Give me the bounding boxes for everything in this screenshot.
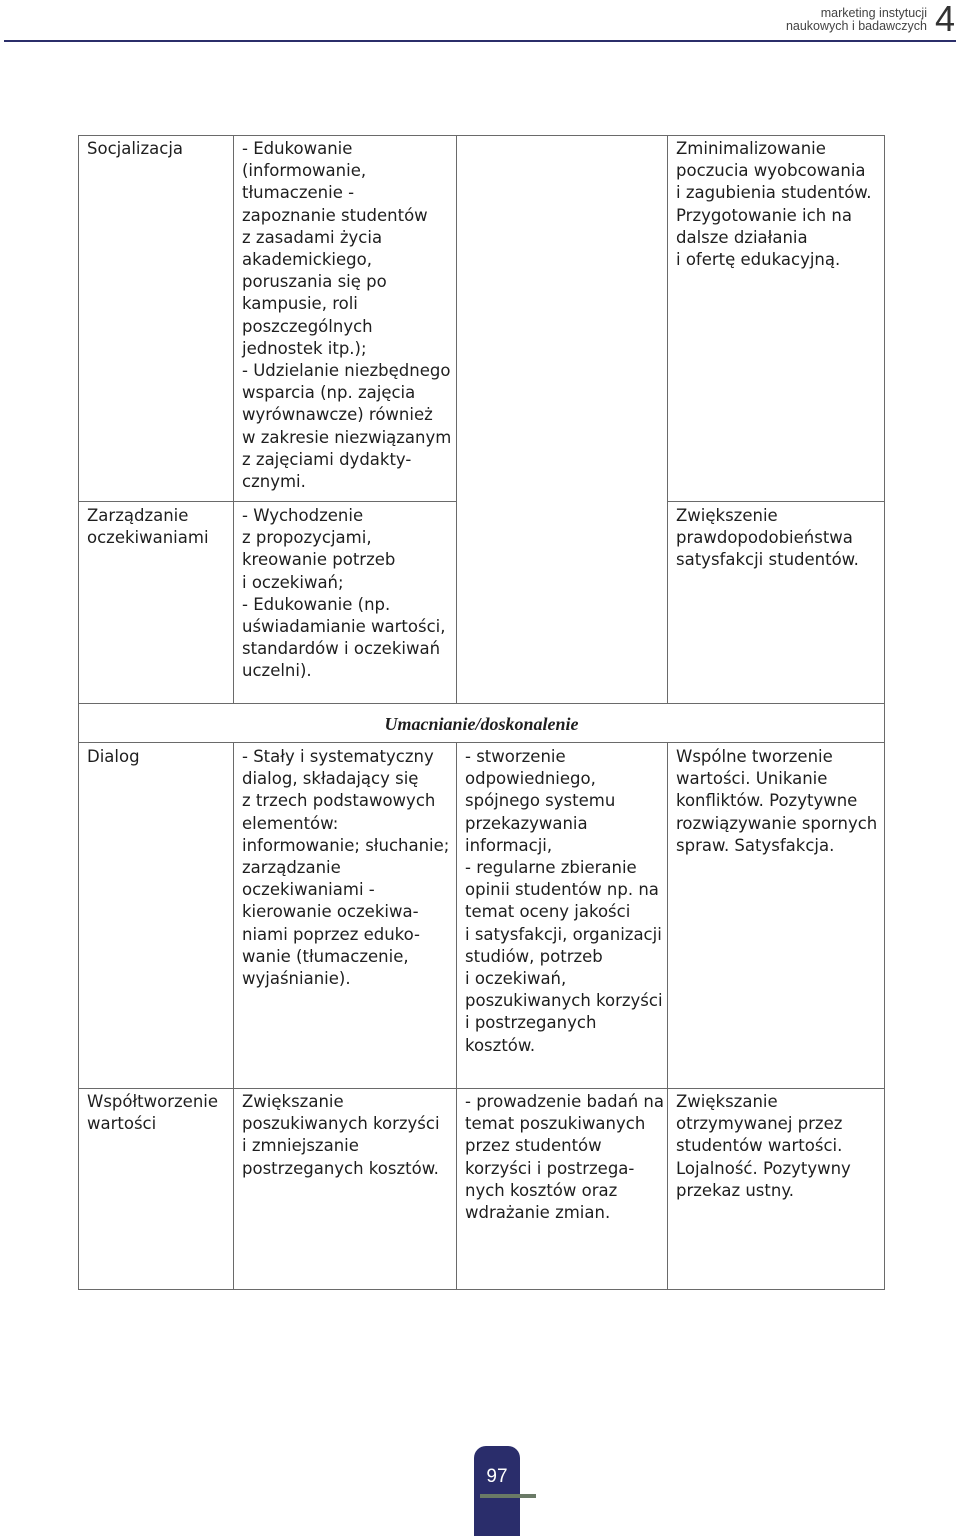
table-border-left xyxy=(78,135,79,1290)
row-divider xyxy=(78,501,456,502)
column-divider xyxy=(456,742,457,1290)
column-divider xyxy=(456,135,457,703)
running-title-line-1: marketing instytucji xyxy=(820,6,927,20)
row-action-cell: - Wychodzenie z propozycjami, kreowanie potrzeb i oczekiwań; - Edukowanie (np. uświadamianie wartości, standardów i oczekiwań uczelni). xyxy=(242,506,446,681)
page-number: 97 xyxy=(486,1466,508,1487)
row-name-cell: Zarządzanie oczekiwaniami xyxy=(87,506,209,548)
column-divider xyxy=(667,135,668,703)
row-effect-cell: Zwiększenie prawdopodobieństwa satysfakcji studentów. xyxy=(676,506,859,570)
table-border-right xyxy=(884,135,885,1290)
row-action-cell: - Edukowanie (informowanie, tłumaczenie - zapoznanie studentów z zasadami życia akademickiego, poruszania się po kampusie, roli poszczególnych jednostek itp.); - Udzielanie niezbędnego wsparcia (np. zajęcia wyrównawcze) również w zakresie niezwiązanym z zajęciami dydakty- cznymi. xyxy=(242,139,452,492)
row-action-cell: - Stały i systematyczny dialog, składający się z trzech podstawowych elementów: informowanie; słuchanie; zarządzanie oczekiwaniami - kierowanie oczekiwa- niami poprzez eduko- wanie (tłumaczenie, wyjaśnianie). xyxy=(242,747,450,989)
page-number-tab xyxy=(474,1446,520,1536)
table-border-top xyxy=(78,135,885,136)
page-header xyxy=(0,0,960,44)
row-action-cell: Zwiększanie poszukiwanych korzyści i zmniejszanie postrzeganych kosztów. xyxy=(242,1092,440,1178)
row-divider xyxy=(78,1088,885,1089)
running-title xyxy=(786,7,927,33)
row-effect-cell: Zminimalizowanie poczucia wyobcowania i zagubienia studentów. Przygotowanie ich na dalsze działania i ofertę edukacyjną. xyxy=(676,139,872,270)
chapter-number: 4 xyxy=(934,0,954,39)
row-name-cell: Dialog xyxy=(87,747,140,766)
row-tools-cell: - prowadzenie badań na temat poszukiwanych przez studentów korzyści i postrzega- nych kosztów oraz wdrażanie zmian. xyxy=(465,1092,664,1223)
table-border-bottom xyxy=(78,1289,885,1290)
column-divider xyxy=(233,742,234,1290)
strategy-table xyxy=(78,135,885,1290)
running-title-line-2: naukowych i badawczych xyxy=(785,19,927,33)
row-tools-cell: - stworzenie odpowiedniego, spójnego systemu przekazywania informacji, - regularne zbieranie opinii studentów np. na temat oceny jakości i satysfakcji, organizacji studiów, potrzeb i oczekiwań, poszukiwanych korzyści i postrzeganych kosztów. xyxy=(465,747,663,1055)
header-rule xyxy=(4,40,956,42)
page-number-underline xyxy=(480,1494,536,1498)
section-divider-top xyxy=(78,703,885,704)
column-divider xyxy=(233,135,234,703)
section-heading: Umacnianie/doskonalenie xyxy=(384,714,579,734)
column-divider xyxy=(667,742,668,1290)
row-divider xyxy=(667,501,885,502)
row-name-cell: Socjalizacja xyxy=(87,139,184,158)
row-effect-cell: Wspólne tworzenie wartości. Unikanie konfliktów. Pozytywne rozwiązywanie spornych spraw. Satysfakcja. xyxy=(676,747,878,855)
section-divider-bottom xyxy=(78,742,885,743)
row-effect-cell: Zwiększanie otrzymywanej przez studentów wartości. Lojalność. Pozytywny przekaz ustny. xyxy=(676,1092,851,1200)
row-name-cell: Współtworzenie wartości xyxy=(87,1092,219,1134)
